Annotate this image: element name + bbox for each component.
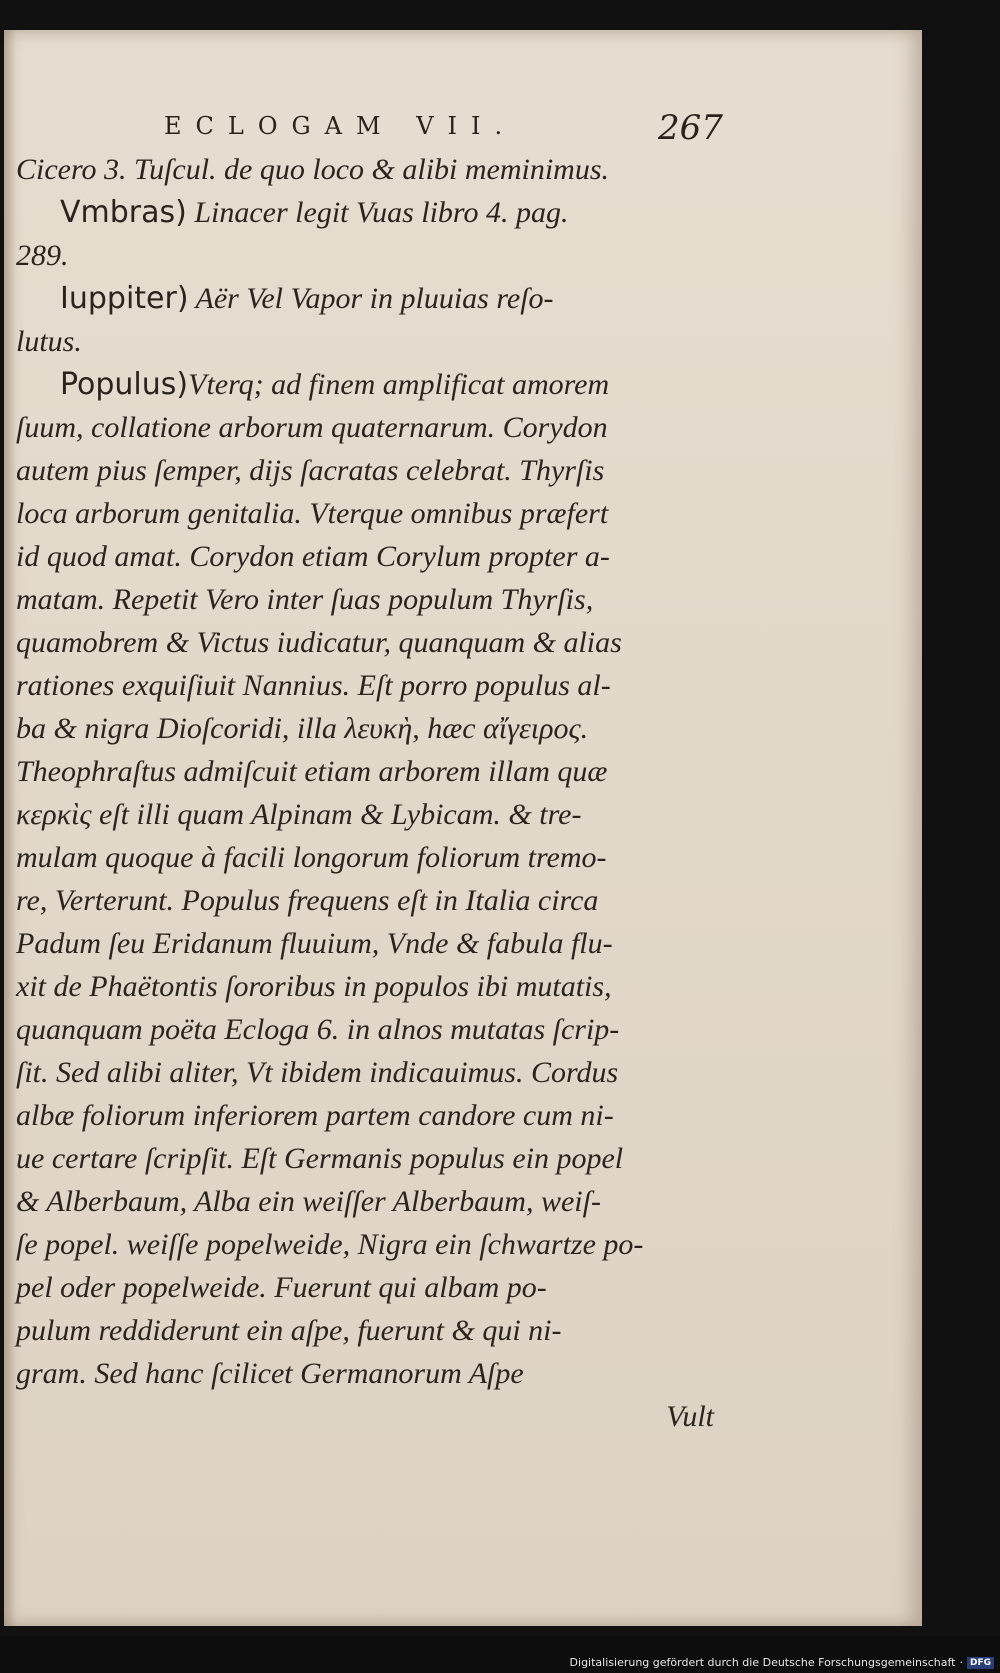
text-line <box>16 879 716 922</box>
text-line <box>16 1008 716 1051</box>
line-text: 289. <box>16 239 69 272</box>
text-line <box>16 191 716 234</box>
line-text: Vterq; ad finem amplificat amorem <box>188 368 610 401</box>
footer-bar <box>0 1636 1000 1673</box>
text-line <box>16 1309 716 1352</box>
text-line <box>16 621 716 664</box>
text-line <box>16 492 716 535</box>
text-line <box>16 234 716 277</box>
line-text: ſuum, collatione arborum quaternarum. Corydon <box>16 411 608 444</box>
line-text: pel oder popelweide. Fuerunt qui albam po- <box>16 1271 547 1304</box>
line-text: gram. Sed hanc ſcilicet Germanorum Aſpe <box>16 1357 524 1390</box>
funding-credit-text: Digitalisierung gefördert durch die Deutsche Forschungsgemeinschaft <box>569 1656 956 1669</box>
line-text: Linacer legit Vuas libro 4. pag. <box>186 196 569 229</box>
line-text: ſe popel. weiſſe popelweide, Nigra ein ſchwartze po- <box>16 1228 644 1261</box>
line-text: Cicero 3. Tuſcul. de quo loco & alibi meminimus. <box>16 153 610 186</box>
line-text: albæ foliorum inferiorem partem candore cum ni- <box>16 1099 614 1132</box>
lemma: Iuppiter) <box>60 281 189 316</box>
catchword: Vult <box>666 1400 714 1433</box>
text-line <box>16 1094 716 1137</box>
line-text: re, Verterunt. Populus frequens eſt in Italia circa <box>16 884 599 917</box>
line-text: rationes exquiſiuit Nannius. Eſt porro populus al- <box>16 669 611 702</box>
line-text: mulam quoque à facili longorum foliorum tremo- <box>16 841 607 874</box>
line-text: xit de Phaëtontis ſororibus in populos ibi mutatis, <box>16 970 612 1003</box>
line-text: autem pius ſemper, dijs ſacratas celebrat. Thyrſis <box>16 454 605 487</box>
line-text: κερκὶς eſt illi quam Alpinam & Lybicam. & tre- <box>16 798 582 831</box>
line-text: ue certare ſcripſit. Eſt Germanis populus ein popel <box>16 1142 624 1175</box>
line-text: Theophraſtus admiſcuit etiam arborem illam quæ <box>16 755 608 788</box>
text-line <box>16 277 716 320</box>
line-text: Aër Vel Vapor in pluuias reſo- <box>188 282 554 315</box>
running-head: ECLOGAM VII. <box>164 112 517 140</box>
line-text: pulum reddiderunt ein aſpe, fuerunt & qui ni- <box>16 1314 562 1347</box>
text-line <box>16 1137 716 1180</box>
text-line <box>16 535 716 578</box>
line-text: id quod amat. Corydon etiam Corylum propter a- <box>16 540 610 573</box>
line-text: ba & nigra Dioſcoridi, illa λευκὴ, hæc αἴγειρος. <box>16 712 589 745</box>
text-line <box>16 320 716 363</box>
body-text <box>16 148 716 1438</box>
page-header <box>16 108 723 152</box>
line-text: matam. Repetit Vero inter ſuas populum Thyrſis, <box>16 583 594 616</box>
text-line <box>16 836 716 879</box>
lemma: Vmbras) <box>60 195 187 230</box>
text-line <box>16 1223 716 1266</box>
line-text: Padum ſeu Eridanum fluuium, Vnde & fabula flu- <box>16 927 613 960</box>
text-line <box>16 1266 716 1309</box>
text-line <box>16 922 716 965</box>
text-line <box>16 449 716 492</box>
text-line <box>16 1051 716 1094</box>
line-text: quanquam poëta Ecloga 6. in alnos mutatas ſcrip- <box>16 1013 620 1046</box>
page-number: 267 <box>658 108 723 148</box>
dfg-logo: DFG <box>967 1657 994 1669</box>
line-text: & Alberbaum, Alba ein weiſſer Alberbaum, weiſ- <box>16 1185 601 1218</box>
text-line <box>16 406 716 449</box>
text-line <box>16 1352 716 1395</box>
text-line <box>16 965 716 1008</box>
line-text: quamobrem & Victus iudicatur, quanquam & alias <box>16 626 622 659</box>
line-text: lutus. <box>16 325 82 358</box>
text-line <box>16 793 716 836</box>
text-line <box>16 750 716 793</box>
text-line <box>16 664 716 707</box>
lemma: Populus) <box>60 367 189 402</box>
text-line <box>16 1180 716 1223</box>
text-line <box>16 707 716 750</box>
line-text: loca arborum genitalia. Vterque omnibus præfert <box>16 497 609 530</box>
funding-credit: Digitalisierung gefördert durch die Deutsche Forschungsgemeinschaft · DFG <box>570 1656 994 1669</box>
text-line <box>16 578 716 621</box>
line-text: ſit. Sed alibi aliter, Vt ibidem indicauimus. Cordus <box>16 1056 619 1089</box>
text-line <box>16 148 716 191</box>
text-line <box>16 363 716 406</box>
page-gutter-shadow <box>4 30 16 1626</box>
